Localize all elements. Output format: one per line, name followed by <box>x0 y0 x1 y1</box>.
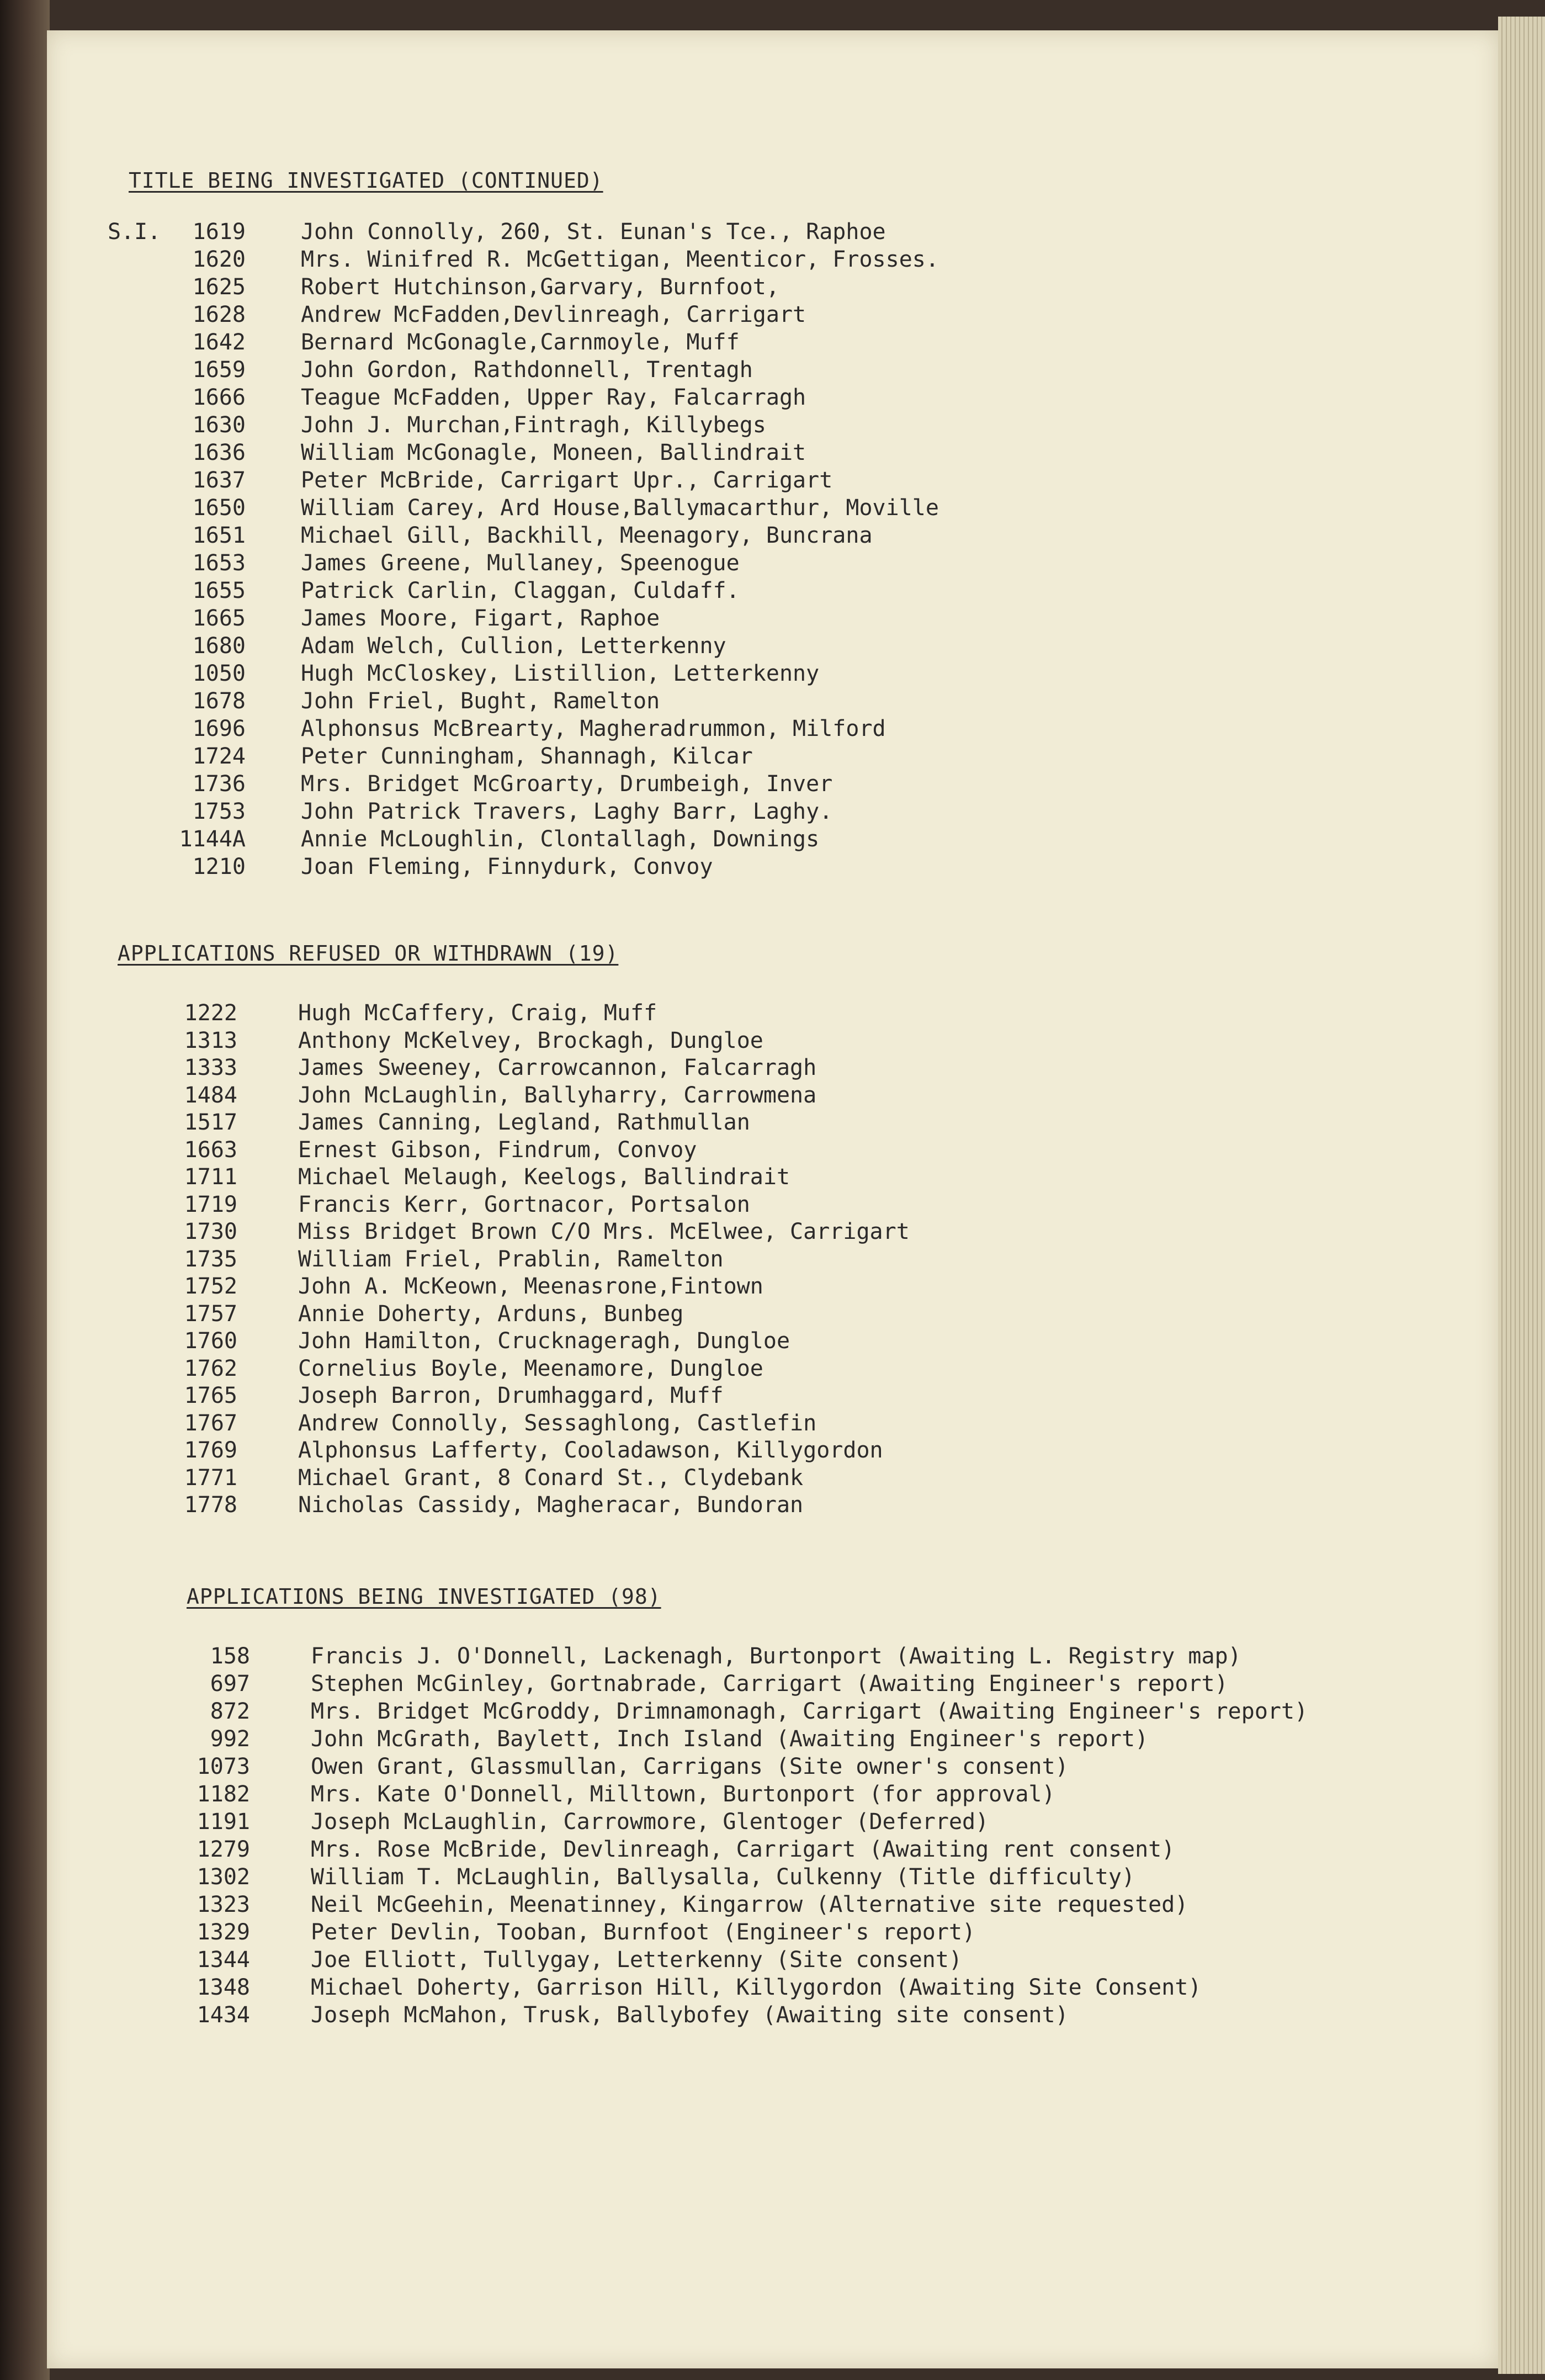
application-number: 1517 <box>184 1110 237 1135</box>
applicant-entry: Anthony McKelvey, Brockagh, Dungloe <box>298 1027 763 1053</box>
application-number: 1753 <box>192 799 246 824</box>
list-item <box>99 1218 1424 1245</box>
applicant-entry: Michael Melaugh, Keelogs, Ballindrait <box>298 1164 790 1190</box>
applicant-entry: Michael Grant, 8 Conard St., Clydebank <box>298 1465 804 1491</box>
applicant-entry: Peter Devlin, Tooban, Burnfoot (Engineer's report) <box>311 1920 976 1945</box>
list-item <box>99 1273 1424 1300</box>
list-item <box>108 549 1432 577</box>
application-number: 1636 <box>192 440 246 465</box>
list-item <box>108 577 1432 605</box>
application-number: 1333 <box>184 1055 237 1080</box>
list-item <box>99 1109 1424 1136</box>
applicant-entry: Mrs. Bridget McGroddy, Drimnamonagh, Carrigart (Awaiting Engineer's report) <box>311 1699 1308 1724</box>
application-number: 1765 <box>184 1383 237 1408</box>
application-number: 1678 <box>192 688 246 714</box>
list-item <box>108 798 1432 825</box>
title-investigated-list <box>108 218 1432 925</box>
application-number: 1182 <box>197 1782 250 1807</box>
list-item <box>99 1027 1424 1054</box>
list-item <box>108 384 1432 411</box>
application-number: 1724 <box>192 744 246 769</box>
list-item <box>108 411 1432 439</box>
applicant-entry: Owen Grant, Glassmullan, Carrigans (Site owner's consent) <box>311 1754 1069 1779</box>
applicant-entry: Peter Cunningham, Shannagh, Kilcar <box>301 744 753 769</box>
application-number: 1222 <box>184 1000 237 1026</box>
list-item <box>99 1082 1424 1109</box>
application-number: 1762 <box>184 1355 237 1381</box>
application-number: 1279 <box>197 1837 250 1862</box>
list-item <box>99 1163 1424 1191</box>
list-item <box>108 2001 1477 2029</box>
list-item <box>99 1245 1424 1273</box>
application-number: 1323 <box>197 1892 250 1917</box>
application-number: 1655 <box>192 578 246 603</box>
applicant-entry: William Carey, Ard House,Ballymacarthur, Moville <box>301 495 939 521</box>
applicant-entry: Ernest Gibson, Findrum, Convoy <box>298 1137 697 1163</box>
list-item <box>108 1780 1477 1808</box>
applicant-entry: William McGonagle, Moneen, Ballindrait <box>301 440 806 465</box>
applicant-entry: John Friel, Bught, Ramelton <box>301 688 660 714</box>
list-item <box>108 687 1432 715</box>
list-item <box>108 1863 1477 1891</box>
application-number: 1663 <box>184 1137 237 1163</box>
applicant-entry: Annie Doherty, Arduns, Bunbeg <box>298 1301 684 1327</box>
applicant-entry: Mrs. Bridget McGroarty, Drumbeigh, Inver <box>301 771 833 797</box>
applicant-entry: William Friel, Prablin, Ramelton <box>298 1246 724 1272</box>
application-number: 1313 <box>184 1027 237 1053</box>
applicant-entry: Miss Bridget Brown C/O Mrs. McElwee, Carrigart <box>298 1219 910 1244</box>
application-number: 1484 <box>184 1082 237 1108</box>
list-item <box>99 1409 1424 1437</box>
being-investigated-heading: APPLICATIONS BEING INVESTIGATED (98) <box>187 1584 661 1609</box>
applicant-entry: Annie McLoughlin, Clontallagh, Downings <box>301 826 820 852</box>
list-item <box>99 1464 1424 1492</box>
applicant-entry: Robert Hutchinson,Garvary, Burnfoot, <box>301 274 779 300</box>
application-number: 1650 <box>192 495 246 521</box>
list-item <box>99 1437 1424 1464</box>
applicant-entry: Neil McGeehin, Meenatinney, Kingarrow (Alternative site requested) <box>311 1892 1188 1917</box>
application-number: 1630 <box>192 412 246 438</box>
applicant-entry: Alphonsus McBrearty, Magheradrummon, Milford <box>301 716 886 741</box>
application-number: 1348 <box>197 1975 250 2000</box>
applicant-entry: James Greene, Mullaney, Speenogue <box>301 550 740 576</box>
list-item <box>108 1808 1477 1836</box>
applicant-entry: Andrew McFadden,Devlinreagh, Carrigart <box>301 302 806 327</box>
list-item <box>108 218 1432 246</box>
list-item <box>99 1382 1424 1409</box>
list-item <box>108 1918 1477 1946</box>
applicant-entry: Mrs. Rose McBride, Devlinreagh, Carrigart (Awaiting rent consent) <box>311 1837 1175 1862</box>
application-number: 1769 <box>184 1438 237 1463</box>
application-number: 1696 <box>192 716 246 741</box>
document-page <box>47 30 1499 2368</box>
list-item <box>108 632 1432 660</box>
application-number: 1736 <box>192 771 246 797</box>
applicant-entry: Joseph Barron, Drumhaggard, Muff <box>298 1383 724 1408</box>
applicant-entry: John Hamilton, Crucknageragh, Dungloe <box>298 1328 790 1354</box>
list-item <box>99 1327 1424 1355</box>
application-number: 1752 <box>184 1274 237 1299</box>
list-item <box>108 356 1432 384</box>
applicant-entry: Teague McFadden, Upper Ray, Falcarragh <box>301 385 806 410</box>
list-item <box>108 1974 1477 2001</box>
applicant-entry: Mrs. Winifred R. McGettigan, Meenticor, Frosses. <box>301 247 939 272</box>
list-item <box>108 1642 1477 1670</box>
application-number: 1329 <box>197 1920 250 1945</box>
application-number: 1757 <box>184 1301 237 1327</box>
applicant-entry: John Gordon, Rathdonnell, Trentagh <box>301 357 753 383</box>
applicant-entry: Nicholas Cassidy, Magheracar, Bundoran <box>298 1492 804 1518</box>
applicant-entry: John A. McKeown, Meenasrone,Fintown <box>298 1274 763 1299</box>
applicant-entry: Cornelius Boyle, Meenamore, Dungloe <box>298 1355 763 1381</box>
application-number: 1666 <box>192 385 246 410</box>
applicant-entry: Hugh McCaffery, Craig, Muff <box>298 1000 657 1026</box>
application-number: 1659 <box>192 357 246 383</box>
list-item <box>108 1670 1477 1698</box>
si-prefix: S.I. <box>108 219 161 245</box>
applicant-entry: Joe Elliott, Tullygay, Letterkenny (Site consent) <box>311 1947 963 1973</box>
applicant-entry: James Moore, Figart, Raphoe <box>301 606 660 631</box>
application-number: 1050 <box>192 661 246 686</box>
list-item <box>99 1355 1424 1382</box>
list-item <box>108 301 1432 328</box>
application-number: 697 <box>210 1671 250 1697</box>
application-number: 1637 <box>192 468 246 493</box>
applicant-entry: John McLaughlin, Ballyharry, Carrowmena <box>298 1082 817 1108</box>
applicant-entry: John Connolly, 260, St. Eunan's Tce., Raphoe <box>301 219 886 245</box>
application-number: 1778 <box>184 1492 237 1518</box>
list-item <box>99 1054 1424 1082</box>
applicant-entry: Andrew Connolly, Sessaghlong, Castlefin <box>298 1410 817 1436</box>
list-item <box>108 328 1432 356</box>
application-number: 1619 <box>192 219 246 245</box>
list-item <box>108 1725 1477 1753</box>
applicant-entry: Adam Welch, Cullion, Letterkenny <box>301 633 726 659</box>
application-number: 1434 <box>197 2002 250 2028</box>
title-investigated-heading: TITLE BEING INVESTIGATED (CONTINUED) <box>129 168 603 193</box>
list-item <box>108 660 1432 687</box>
application-number: 872 <box>210 1699 250 1724</box>
list-item <box>99 999 1424 1027</box>
list-item <box>99 1136 1424 1164</box>
list-item <box>108 605 1432 632</box>
list-item <box>108 715 1432 743</box>
applicant-entry: Joan Fleming, Finnydurk, Convoy <box>301 854 713 879</box>
refused-withdrawn-list <box>99 999 1424 1551</box>
list-item <box>108 467 1432 494</box>
application-number: 1653 <box>192 550 246 576</box>
application-number: 1767 <box>184 1410 237 1436</box>
applicant-entry: Peter McBride, Carrigart Upr., Carrigart <box>301 468 833 493</box>
book-binding <box>0 0 50 2380</box>
applicant-entry: Francis Kerr, Gortnacor, Portsalon <box>298 1191 750 1217</box>
list-item <box>108 1836 1477 1863</box>
applicant-entry: James Sweeney, Carrowcannon, Falcarragh <box>298 1055 817 1080</box>
application-number: 1719 <box>184 1191 237 1217</box>
applicant-entry: Michael Gill, Backhill, Meenagory, Buncrana <box>301 523 873 548</box>
list-item <box>99 1191 1424 1218</box>
applicant-entry: William T. McLaughlin, Ballysalla, Culkenny (Title difficulty) <box>311 1864 1135 1890</box>
list-item <box>108 494 1432 522</box>
application-number: 1344 <box>197 1947 250 1973</box>
applicant-entry: Patrick Carlin, Claggan, Culdaff. <box>301 578 740 603</box>
applicant-entry: Mrs. Kate O'Donnell, Milltown, Burtonport (for approval) <box>311 1782 1055 1807</box>
application-number: 1760 <box>184 1328 237 1354</box>
list-item <box>108 273 1432 301</box>
list-item <box>108 1946 1477 1974</box>
list-item <box>108 439 1432 467</box>
list-item <box>108 1753 1477 1780</box>
application-number: 1302 <box>197 1864 250 1890</box>
applicant-entry: Joseph McMahon, Trusk, Ballybofey (Awaiting site consent) <box>311 2002 1069 2028</box>
application-number: 1735 <box>184 1246 237 1272</box>
list-item <box>108 770 1432 798</box>
application-number: 1625 <box>192 274 246 300</box>
applicant-entry: John McGrath, Baylett, Inch Island (Awaiting Engineer's report) <box>311 1726 1149 1752</box>
applicant-entry: Joseph McLaughlin, Carrowmore, Glentoger (Deferred) <box>311 1809 989 1835</box>
applicant-entry: Francis J. O'Donnell, Lackenagh, Burtonport (Awaiting L. Registry map) <box>311 1644 1241 1669</box>
being-investigated-list <box>108 1642 1477 2056</box>
application-number: 1144A <box>179 826 246 852</box>
application-number: 992 <box>210 1726 250 1752</box>
list-item <box>108 743 1432 770</box>
applicant-entry: Hugh McCloskey, Listillion, Letterkenny <box>301 661 820 686</box>
applicant-entry: Michael Doherty, Garrison Hill, Killygordon (Awaiting Site Consent) <box>311 1975 1202 2000</box>
application-number: 158 <box>210 1644 250 1669</box>
refused-withdrawn-heading: APPLICATIONS REFUSED OR WITHDRAWN (19) <box>118 941 619 966</box>
application-number: 1665 <box>192 606 246 631</box>
application-number: 1711 <box>184 1164 237 1190</box>
list-item <box>99 1300 1424 1328</box>
list-item <box>108 246 1432 273</box>
book-page-edges <box>1498 17 1545 2374</box>
applicant-entry: Stephen McGinley, Gortnabrade, Carrigart (Awaiting Engineer's report) <box>311 1671 1228 1697</box>
application-number: 1073 <box>197 1754 250 1779</box>
application-number: 1730 <box>184 1219 237 1244</box>
application-number: 1620 <box>192 247 246 272</box>
application-number: 1642 <box>192 330 246 355</box>
list-item <box>108 1698 1477 1725</box>
application-number: 1628 <box>192 302 246 327</box>
applicant-entry: James Canning, Legland, Rathmullan <box>298 1110 750 1135</box>
application-number: 1210 <box>192 854 246 879</box>
list-item <box>108 522 1432 549</box>
application-number: 1680 <box>192 633 246 659</box>
application-number: 1191 <box>197 1809 250 1835</box>
applicant-entry: John J. Murchan,Fintragh, Killybegs <box>301 412 766 438</box>
list-item <box>108 825 1432 853</box>
list-item <box>108 1891 1477 1918</box>
applicant-entry: John Patrick Travers, Laghy Barr, Laghy. <box>301 799 833 824</box>
list-item <box>99 1491 1424 1519</box>
document-body <box>47 30 1499 2368</box>
applicant-entry: Bernard McGonagle,Carnmoyle, Muff <box>301 330 740 355</box>
application-number: 1651 <box>192 523 246 548</box>
list-item <box>108 853 1432 881</box>
applicant-entry: Alphonsus Lafferty, Cooladawson, Killygordon <box>298 1438 883 1463</box>
application-number: 1771 <box>184 1465 237 1491</box>
